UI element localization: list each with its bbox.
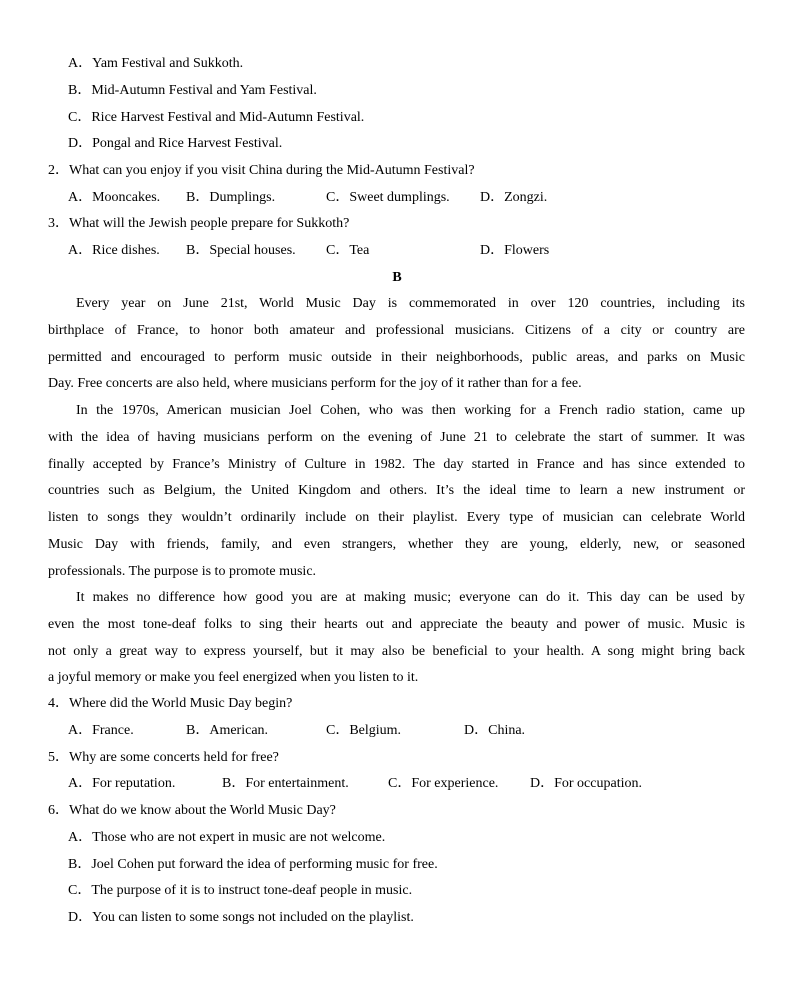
paragraph-line: Day. Free concerts are also held, where musicians perform for the joy of it rather than for a fee. xyxy=(48,376,582,392)
q6-option-d: D．You can listen to some songs not included on the playlist. xyxy=(68,910,414,925)
q4-option-d: D．China. xyxy=(464,723,526,738)
q1-option-d: D．Pongal and Rice Harvest Festival. xyxy=(68,136,283,151)
q4-option-c: C．Belgium. xyxy=(326,723,402,738)
q2-option-a: A．Mooncakes. xyxy=(68,190,161,205)
q3-option-c: C．Tea xyxy=(326,243,370,258)
paragraph-line: Every year on June 21st, World Music Day is commemorated in over 120 countries, including its xyxy=(76,296,745,311)
q4-option-a: A．France. xyxy=(68,723,134,738)
paragraph-line: countries such as Belgium, the United Kingdom and others. It’s the ideal time to learn a new instrument or xyxy=(48,483,745,499)
paragraph-line: permitted and encouraged to perform music outside in their neighborhoods, public areas, and parks on Music xyxy=(48,349,745,365)
q1-option-a: A．Yam Festival and Sukkoth. xyxy=(68,56,244,71)
q2-option-c: C．Sweet dumplings. xyxy=(326,190,450,205)
paragraph-line: Music Day with friends, family, and even strangers, whether they are young, elderly, new, or seasoned xyxy=(48,536,745,552)
q4-question: 4．Where did the World Music Day begin? xyxy=(48,696,293,711)
q5-option-d: D．For occupation. xyxy=(530,776,642,791)
paragraph-line: professionals. The purpose is to promote music. xyxy=(48,563,317,579)
q5-option-a: A．For reputation. xyxy=(68,776,176,791)
paragraph-line: In the 1970s, American musician Joel Cohen, who was then working for a French radio station, came up xyxy=(76,403,745,418)
q2-option-d: D．Zongzi. xyxy=(480,190,548,205)
q1-option-c: C．Rice Harvest Festival and Mid-Autumn Festival. xyxy=(68,110,365,125)
q1-option-b: B．Mid-Autumn Festival and Yam Festival. xyxy=(68,83,317,98)
passage-paragraph-3 xyxy=(48,585,745,692)
q6-option-a: A．Those who are not expert in music are not welcome. xyxy=(68,830,386,845)
q3-option-b: B．Special houses. xyxy=(186,243,296,258)
q3-question: 3．What will the Jewish people prepare for Sukkoth? xyxy=(48,216,350,231)
paragraph-line: with the idea of having musicians perform on the evening of June 21 to celebrate the start of summer. It was xyxy=(48,429,745,445)
paragraph-line: birthplace of France, to honor both amateur and professional musicians. Citizens of a city or country are xyxy=(48,322,745,338)
q3-option-a: A．Rice dishes. xyxy=(68,243,160,258)
q3-option-d: D．Flowers xyxy=(480,243,550,258)
q5-option-c: C．For experience. xyxy=(388,776,499,791)
q6-option-c: C．The purpose of it is to instruct tone-deaf people in music. xyxy=(68,883,413,898)
q6-question: 6．What do we know about the World Music Day? xyxy=(48,803,336,818)
passage-paragraph-1 xyxy=(48,291,745,398)
q5-option-b: B．For entertainment. xyxy=(222,776,349,791)
q5-question: 5．Why are some concerts held for free? xyxy=(48,750,279,765)
q4-option-b: B．American. xyxy=(186,723,269,738)
section-heading: B xyxy=(392,270,402,285)
q6-option-b: B．Joel Cohen put forward the idea of performing music for free. xyxy=(68,857,438,872)
paragraph-line: listen to songs they wouldn’t ordinarily include on their playlist. Every type of musician can celebrate World xyxy=(48,510,745,526)
passage-paragraph-2 xyxy=(48,398,745,586)
q2-question: 2．What can you enjoy if you visit China during the Mid-Autumn Festival? xyxy=(48,163,475,178)
paragraph-line: even the most tone-deaf folks to sing their hearts out and appreciate the beauty and power of music. Music is xyxy=(48,616,745,632)
paragraph-line: It makes no difference how good you are at making music; everyone can do it. This day can be used by xyxy=(76,590,745,605)
paragraph-line: not only a great way to express yourself, but it may also be beneficial to your health. A song might bring back xyxy=(48,643,745,659)
paragraph-line: finally accepted by France’s Ministry of Culture in 1982. The day started in France and has since extended to xyxy=(48,456,745,472)
paragraph-line: a joyful memory or make you feel energized when you listen to it. xyxy=(48,670,419,686)
q2-option-b: B．Dumplings. xyxy=(186,190,276,205)
